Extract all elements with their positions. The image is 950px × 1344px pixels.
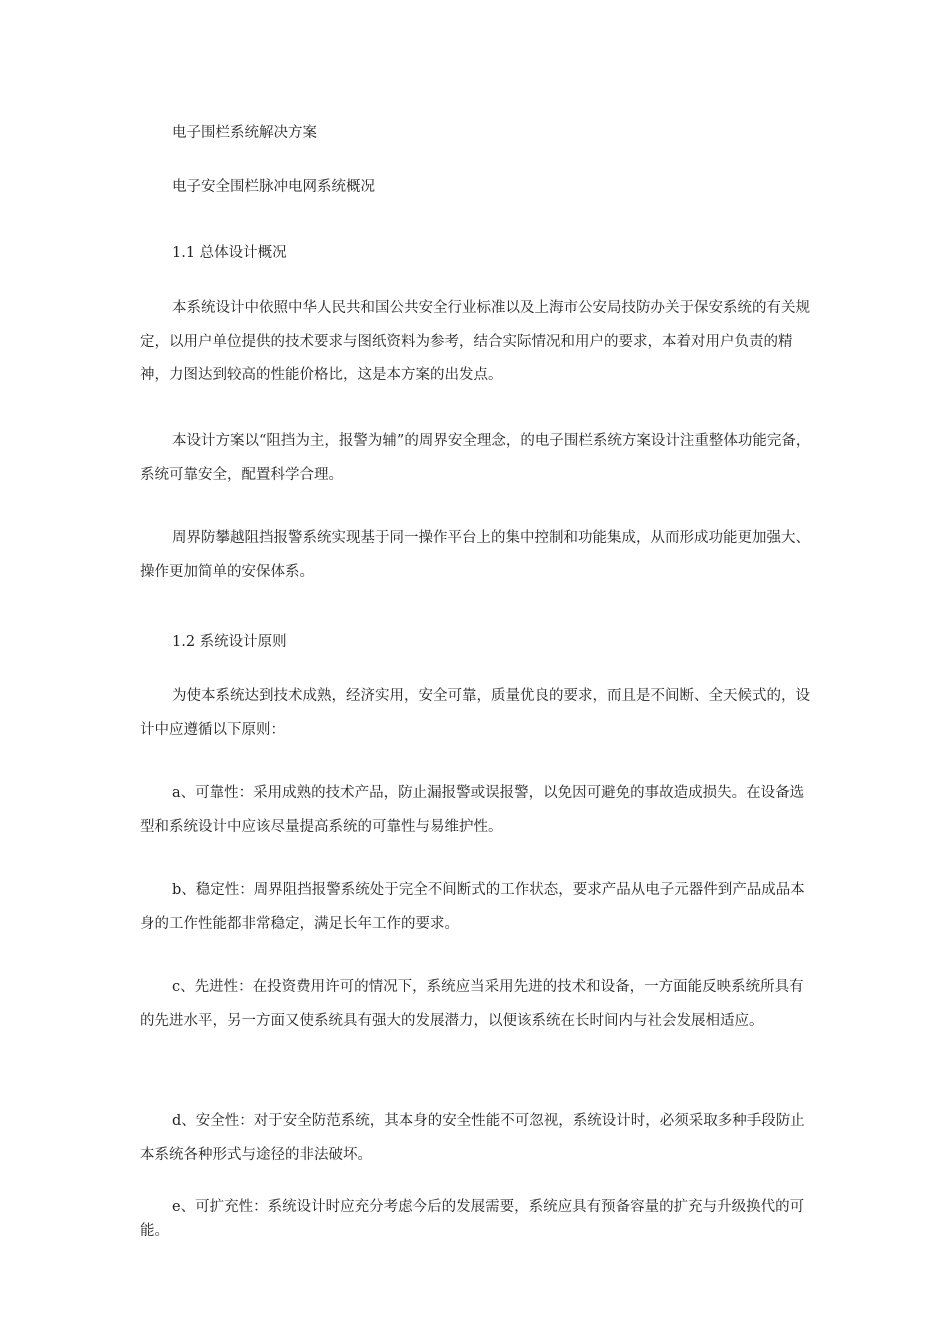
document-subtitle: 电子安全围栏脉冲电网系统概况 xyxy=(172,179,375,195)
principle-extensibility: e、可扩充性：系统设计时应充分考虑今后的发展需要，系统应具有预备容量的扩充与升级换代的可能。 xyxy=(140,1199,805,1239)
paragraph-principles-intro: 为使本系统达到技术成熟，经济实用，安全可靠，质量优良的要求，而且是不间断、全天候式的，设计中应遵循以下原则： xyxy=(140,688,810,738)
principle-stability: b、稳定性：周界阻挡报警系统处于完全不间断式的工作状态，要求产品从电子元器件到产品成品本身的工作性能都非常稳定，满足长年工作的要求。 xyxy=(140,882,805,932)
principle-reliability: a、可靠性：采用成熟的技术产品，防止漏报警或误报警，以免因可避免的事故造成损失。在设备选型和系统设计中应该尽量提高系统的可靠性与易维护性。 xyxy=(140,785,805,835)
paragraph-integration: 周界防攀越阻挡报警系统实现基于同一操作平台上的集中控制和功能集成，从而形成功能更加强大、操作更加简单的安保体系。 xyxy=(140,530,810,580)
principle-security: d、安全性：对于安全防范系统，其本身的安全性能不可忽视，系统设计时，必须采取多种手段防止本系统各种形式与途径的非法破坏。 xyxy=(140,1113,805,1163)
document-title: 电子围栏系统解决方案 xyxy=(172,125,317,141)
principle-advanced: c、先进性：在投资费用许可的情况下，系统应当采用先进的技术和设备，一方面能反映系统所具有的先进水平，另一方面又使系统具有强大的发展潜力，以便该系统在长时间内与社会发展相适应。 xyxy=(140,979,804,1029)
section-heading-1-2: 1.2 系统设计原则 xyxy=(172,634,287,650)
paragraph-design-basis: 本系统设计中依照中华人民共和国公共安全行业标准以及上海市公安局技防办关于保安系统的有关规定，以用户单位提供的技术要求与图纸资料为参考，结合实际情况和用户的要求，本着对用户负责的精神，力图达到较高的性能价格比，这是本方案的出发点。 xyxy=(140,300,810,383)
section-heading-1-1: 1.1 总体设计概况 xyxy=(172,245,287,261)
paragraph-design-concept: 本设计方案以“阻挡为主，报警为辅”的周界安全理念，的电子围栏系统方案设计注重整体功能完备，系统可靠安全，配置科学合理。 xyxy=(140,433,811,483)
